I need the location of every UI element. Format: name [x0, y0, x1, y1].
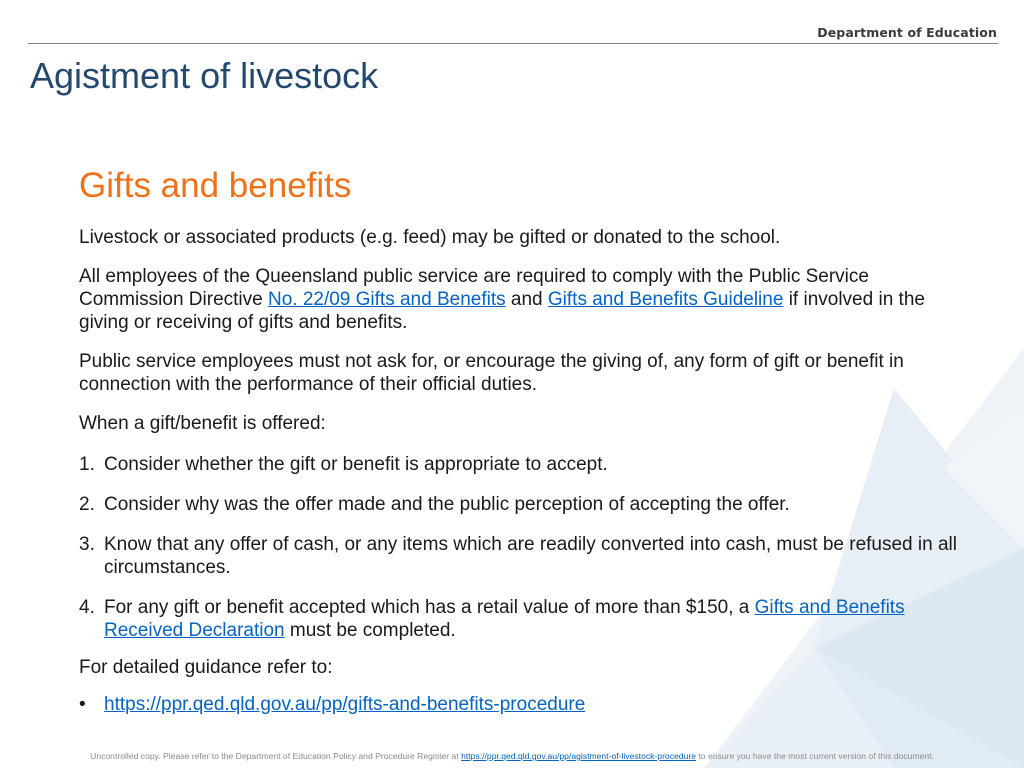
- step-number: 4.: [79, 597, 95, 618]
- step-number: 2.: [79, 494, 95, 515]
- list-item: [79, 596, 959, 642]
- footer-procedure-link[interactable]: https://ppr.qed.qld.gov.au/pp/agistment-of-livestock-procedure: [461, 751, 696, 761]
- step-text: [104, 596, 959, 642]
- header-divider: [28, 43, 998, 44]
- step-number: 1.: [79, 454, 95, 475]
- directive-text-2: and: [505, 289, 548, 310]
- list-item: [79, 693, 959, 716]
- list-item: [79, 453, 959, 476]
- page-title: Agistment of livestock: [30, 55, 379, 96]
- employee-conduct-paragraph: Public service employees must not ask for, or encourage the giving of, any form of gift or benefit in connection with the performance of their official duties.: [79, 351, 904, 395]
- list-item: [79, 493, 959, 516]
- step-text-part: must be completed.: [284, 620, 456, 641]
- offered-lead: When a gift/benefit is offered:: [79, 413, 326, 434]
- declaration-link[interactable]: Gifts and Benefits Received Declaration: [104, 597, 905, 641]
- directive-link[interactable]: No. 22/09 Gifts and Benefits: [267, 289, 506, 310]
- directive-paragraph: [79, 265, 959, 334]
- footer-text-1: Uncontrolled copy. Please refer to the Department of Education Policy and Procedure Register at: [90, 751, 462, 761]
- section-heading: Gifts and benefits: [79, 166, 352, 205]
- intro-paragraph: Livestock or associated products (e.g. feed) may be gifted or donated to the school.: [79, 227, 781, 248]
- guideline-link[interactable]: Gifts and Benefits Guideline: [547, 289, 784, 310]
- directive-text-3: if involved in the giving or receiving of gifts and benefits.: [79, 289, 925, 333]
- reference-list: [79, 693, 959, 716]
- list-item: [79, 533, 959, 579]
- slide-content: [79, 166, 959, 716]
- step-number: 3.: [79, 534, 95, 555]
- step-text-part: For any gift or benefit accepted which has a retail value of more than $150, a: [104, 597, 755, 618]
- procedure-link[interactable]: https://ppr.qed.qld.gov.au/pp/gifts-and-benefits-procedure: [104, 694, 586, 715]
- guidance-lead: For detailed guidance refer to:: [79, 657, 333, 678]
- step-text: Consider whether the gift or benefit is appropriate to accept.: [104, 454, 608, 475]
- directive-text-1: All employees of the Queensland public service are required to comply with the Public Service Commission Directive: [79, 266, 869, 310]
- steps-list: [79, 453, 959, 642]
- step-text: Know that any offer of cash, or any items which are readily converted into cash, must be refused in all circumstances.: [104, 534, 957, 578]
- bullet-icon: •: [79, 694, 86, 715]
- footer-text-2: to ensure you have the most current version of this document.: [696, 751, 934, 761]
- department-brand: Department of Education: [817, 25, 997, 40]
- footer-notice: [0, 751, 1024, 761]
- step-text: Consider why was the offer made and the public perception of accepting the offer.: [104, 494, 790, 515]
